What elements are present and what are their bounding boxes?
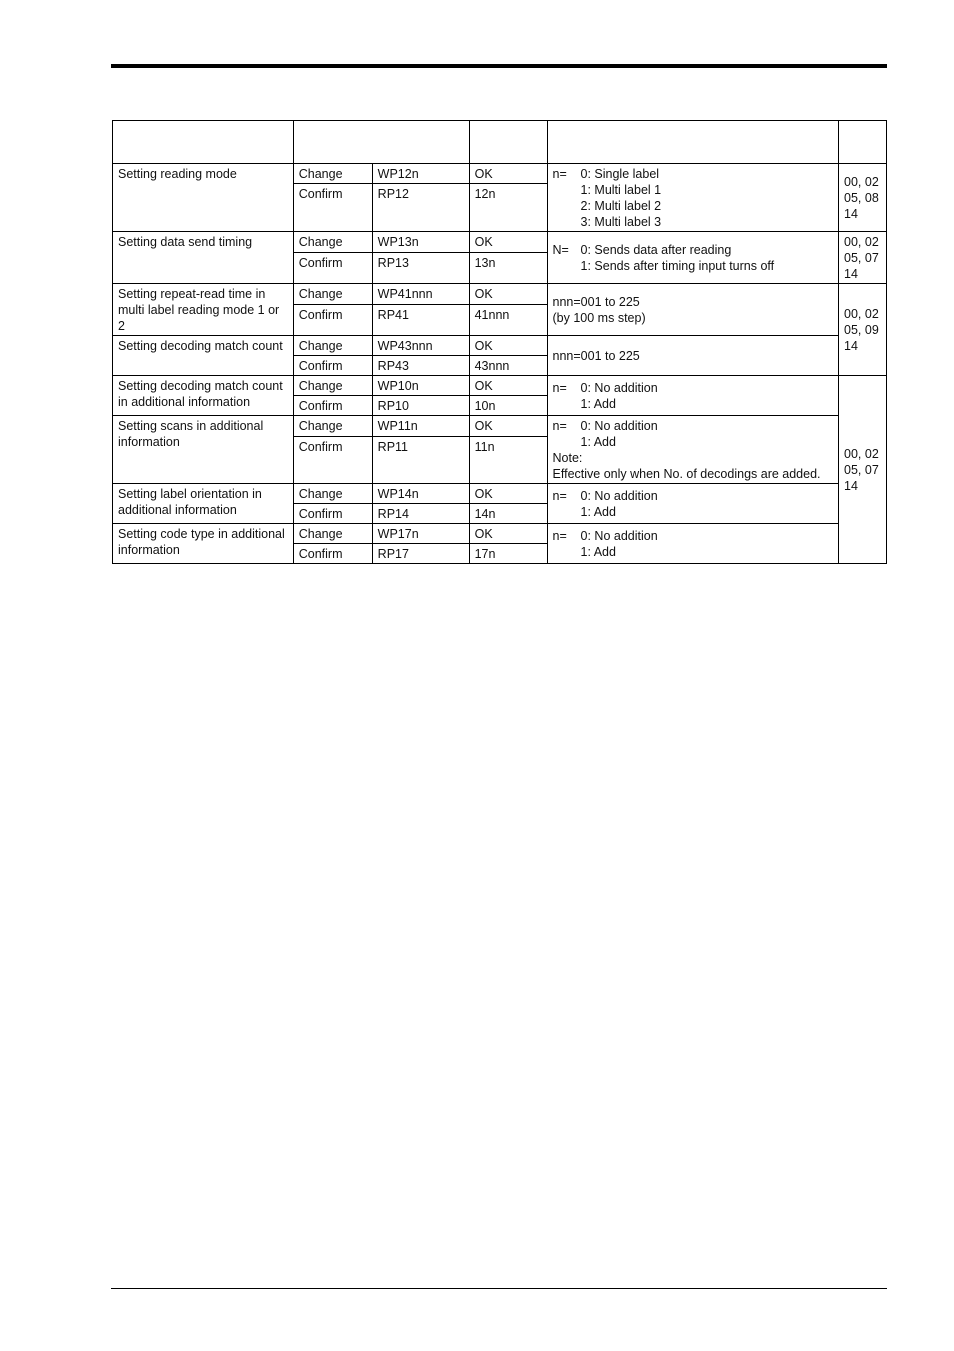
response-cell: OK: [469, 484, 547, 504]
description-cell: [547, 232, 839, 284]
error-line: 05, 08: [844, 191, 879, 205]
desc-prefix: n=: [552, 529, 567, 543]
desc-line: 1: Add: [580, 545, 616, 559]
top-rule: [111, 64, 887, 68]
response-cell: OK: [469, 524, 547, 544]
error-line: 05, 09: [844, 323, 879, 337]
command-cell: RP13: [372, 253, 469, 284]
table-row: [113, 376, 887, 396]
command-cell: WP11n: [372, 416, 469, 437]
desc-line: 0: No addition: [580, 419, 658, 433]
desc-line: 0: No addition: [580, 381, 658, 395]
command-cell: WP17n: [372, 524, 469, 544]
type-cell: Change: [293, 524, 372, 544]
table-row: [113, 484, 887, 504]
error-line: 00, 02: [844, 175, 879, 189]
type-cell: Change: [293, 284, 372, 305]
bottom-rule: [111, 1288, 887, 1289]
desc-prefix: n=: [552, 381, 567, 395]
description-cell: [547, 284, 839, 336]
desc-line: nnn=001 to 225: [552, 349, 640, 363]
command-cell: RP10: [372, 396, 469, 416]
response-cell: 43nnn: [469, 356, 547, 376]
note-title: Note:: [552, 451, 583, 465]
error-line: 05, 07: [844, 463, 879, 477]
response-cell: OK: [469, 376, 547, 396]
description-cell: [547, 376, 839, 416]
command-cell: WP10n: [372, 376, 469, 396]
error-cell: [839, 284, 887, 376]
command-cell: WP43nnn: [372, 336, 469, 356]
command-cell: RP43: [372, 356, 469, 376]
desc-line: 0: Single label: [580, 167, 660, 181]
table-row: [113, 164, 887, 184]
desc-line: 1: Multi label 1: [580, 183, 662, 197]
type-cell: Confirm: [293, 356, 372, 376]
desc-line: 1: Sends after timing input turns off: [580, 259, 775, 273]
header-cell: [113, 121, 294, 164]
error-line: 00, 02: [844, 447, 879, 461]
error-line: 00, 02: [844, 307, 879, 321]
table-header-row: [113, 121, 887, 164]
type-cell: Confirm: [293, 437, 372, 484]
function-cell: Setting code type in additional information: [113, 524, 294, 564]
header-cell: [839, 121, 887, 164]
table-row: [113, 336, 887, 356]
command-cell: RP11: [372, 437, 469, 484]
type-cell: Confirm: [293, 253, 372, 284]
desc-prefix: n=: [552, 167, 567, 181]
error-cell: [839, 232, 887, 284]
type-cell: Confirm: [293, 504, 372, 524]
description-cell: [547, 484, 839, 524]
type-cell: Confirm: [293, 544, 372, 564]
desc-line: 0: No addition: [580, 529, 658, 543]
type-cell: Change: [293, 376, 372, 396]
type-cell: Change: [293, 164, 372, 184]
desc-line: 1: Add: [580, 505, 616, 519]
response-cell: 13n: [469, 253, 547, 284]
table-row: [113, 416, 887, 437]
desc-line: 0: Sends data after reading: [580, 243, 732, 257]
error-line: 14: [844, 479, 858, 493]
error-line: 00, 02: [844, 235, 879, 249]
command-cell: WP14n: [372, 484, 469, 504]
response-cell: OK: [469, 232, 547, 253]
function-cell: Setting scans in additional information: [113, 416, 294, 484]
type-cell: Change: [293, 336, 372, 356]
desc-prefix: n=: [552, 489, 567, 503]
function-cell: Setting reading mode: [113, 164, 294, 232]
desc-line: 2: Multi label 2: [580, 199, 662, 213]
error-line: 14: [844, 207, 858, 221]
function-cell: Setting decoding match count: [113, 336, 294, 376]
type-cell: Change: [293, 232, 372, 253]
command-cell: RP17: [372, 544, 469, 564]
command-cell: WP41nnn: [372, 284, 469, 305]
error-line: 14: [844, 267, 858, 281]
desc-line: 1: Add: [580, 435, 616, 449]
response-cell: 12n: [469, 184, 547, 232]
description-cell: [547, 336, 839, 376]
note-text: Effective only when No. of decodings are added.: [552, 467, 821, 481]
desc-line: nnn=001 to 225: [552, 295, 640, 309]
function-cell: Setting data send timing: [113, 232, 294, 284]
table-row: [113, 232, 887, 253]
error-line: 14: [844, 339, 858, 353]
response-cell: 41nnn: [469, 305, 547, 336]
table-row: [113, 524, 887, 544]
type-cell: Confirm: [293, 396, 372, 416]
command-cell: RP14: [372, 504, 469, 524]
type-cell: Change: [293, 484, 372, 504]
response-cell: 14n: [469, 504, 547, 524]
command-cell: RP12: [372, 184, 469, 232]
type-cell: Confirm: [293, 305, 372, 336]
description-cell: [547, 416, 839, 484]
description-cell: [547, 164, 839, 232]
error-cell: [839, 164, 887, 232]
response-cell: 17n: [469, 544, 547, 564]
desc-line: (by 100 ms step): [552, 311, 646, 325]
desc-prefix: N=: [552, 243, 569, 257]
header-cell: [293, 121, 469, 164]
function-cell: Setting decoding match count in additional information: [113, 376, 294, 416]
type-cell: Change: [293, 416, 372, 437]
desc-prefix: n=: [552, 419, 567, 433]
command-table: [112, 120, 887, 564]
error-line: 05, 07: [844, 251, 879, 265]
response-cell: 11n: [469, 437, 547, 484]
response-cell: 10n: [469, 396, 547, 416]
command-cell: WP12n: [372, 164, 469, 184]
function-cell: Setting label orientation in additional information: [113, 484, 294, 524]
response-cell: OK: [469, 284, 547, 305]
response-cell: OK: [469, 416, 547, 437]
desc-line: 0: No addition: [580, 489, 658, 503]
command-cell: RP41: [372, 305, 469, 336]
error-cell: [839, 376, 887, 564]
desc-line: 3: Multi label 3: [580, 215, 662, 229]
function-cell: Setting repeat-read time in multi label reading mode 1 or 2: [113, 284, 294, 336]
header-cell: [469, 121, 547, 164]
description-cell: [547, 524, 839, 564]
response-cell: OK: [469, 336, 547, 356]
type-cell: Confirm: [293, 184, 372, 232]
table-row: [113, 284, 887, 305]
command-cell: WP13n: [372, 232, 469, 253]
response-cell: OK: [469, 164, 547, 184]
header-cell: [547, 121, 839, 164]
desc-line: 1: Add: [580, 397, 616, 411]
